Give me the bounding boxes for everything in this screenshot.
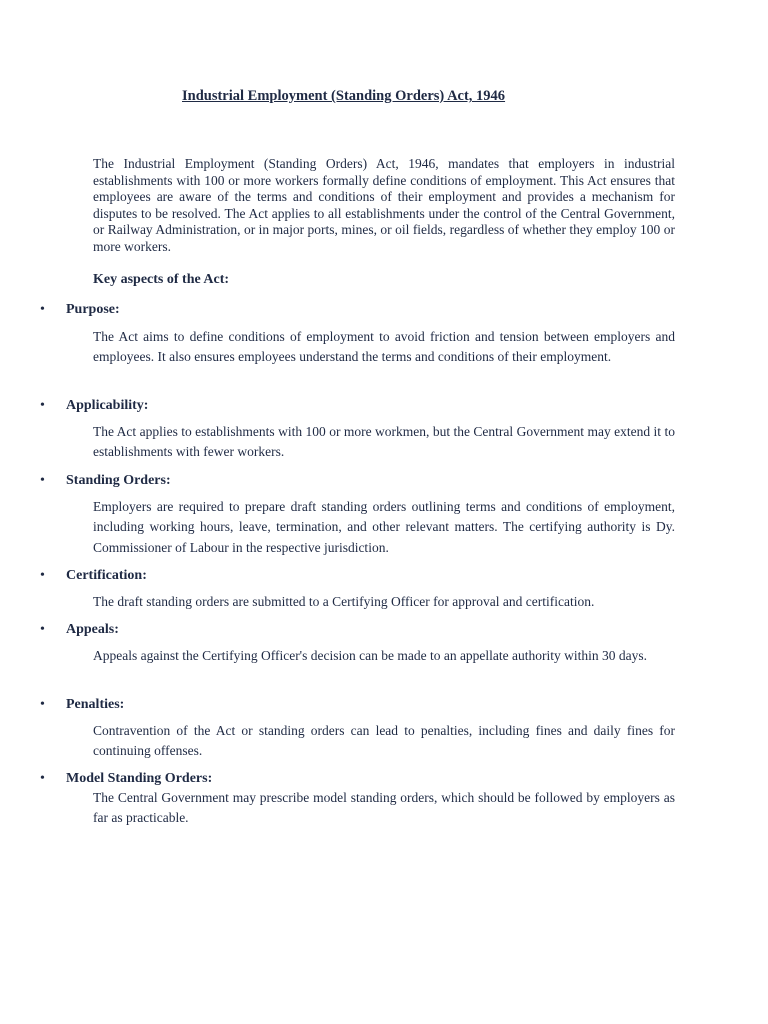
item-heading: Penalties: <box>66 697 125 712</box>
item-body: Employers are required to prepare draft standing orders outlining terms and conditions of employment, including working hours, leave, termination, and other relevant matters. The certifying authority is Dy. Commissioner of Labour in the respective jurisdiction. <box>93 499 675 555</box>
bullet-icon: • <box>40 473 45 488</box>
bullet-icon: • <box>40 568 45 583</box>
item-heading: Purpose: <box>66 302 120 317</box>
bullet-icon: • <box>40 771 45 786</box>
item-heading: Certification: <box>66 568 147 583</box>
intro-paragraph: The Industrial Employment (Standing Orders) Act, 1946, mandates that employers in industrial establishments with 100 or more workers formally define conditions of employment. This Act ensures that employees are aware of the terms and conditions of their employment and provides a mechanism for disputes to be resolved. The Act applies to all establishments under the control of the Central Government, or Railway Administration, or in major ports, mines, or oil fields, regardless of whether they employ 100 or more workers. <box>93 156 675 254</box>
item-body: The Act applies to establishments with 100 or more workmen, but the Central Government may extend it to establishments with fewer workers. <box>93 424 675 460</box>
item-heading: Standing Orders: <box>66 473 171 488</box>
bullet-icon: • <box>40 697 45 712</box>
document-title: Industrial Employment (Standing Orders) Act, 1946 <box>182 88 506 104</box>
item-body: Appeals against the Certifying Officer's decision can be made to an appellate authority within 30 days. <box>93 648 648 663</box>
item-body: The Central Government may prescribe model standing orders, which should be followed by employers as far as practicable. <box>93 790 675 826</box>
item-heading: Appeals: <box>66 622 119 637</box>
key-aspects-heading: Key aspects of the Act: <box>93 272 230 287</box>
item-body: The draft standing orders are submitted to a Certifying Officer for approval and certification. <box>93 594 595 609</box>
item-heading: Model Standing Orders: <box>66 771 213 786</box>
item-heading: Applicability: <box>66 398 149 413</box>
bullet-icon: • <box>40 622 45 637</box>
item-body: The Act aims to define conditions of employment to avoid friction and tension between employers and employees. It also ensures employees understand the terms and conditions of their employment. <box>93 329 675 365</box>
bullet-icon: • <box>40 302 45 317</box>
item-body: Contravention of the Act or standing orders can lead to penalties, including fines and daily fines for continuing offenses. <box>93 723 675 759</box>
bullet-icon: • <box>40 398 45 413</box>
